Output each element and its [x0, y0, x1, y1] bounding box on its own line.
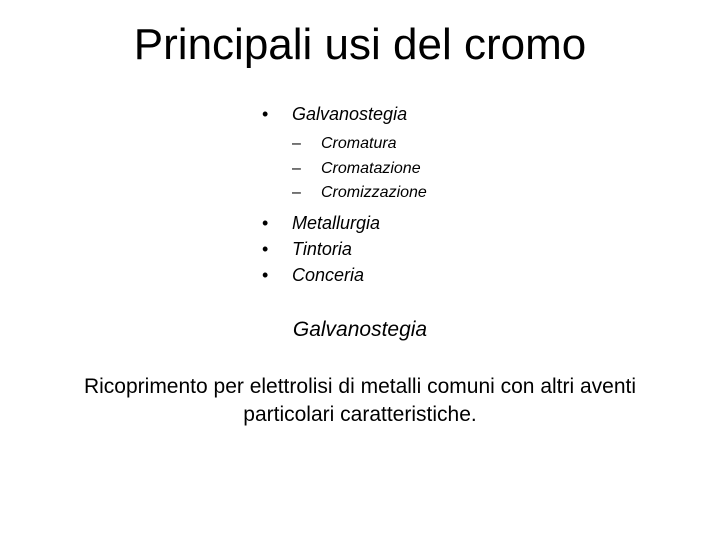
sub-bullet-marker: –: [292, 159, 301, 177]
bullet-item-tintoria: [262, 236, 427, 262]
bullet-list: [262, 101, 427, 288]
bullet-label: Tintoria: [292, 238, 352, 259]
bullet-label: Galvanostegia: [292, 104, 408, 124]
sub-bullet-marker: –: [292, 184, 301, 201]
definition-text: Ricoprimento per elettrolisi di metalli comuni con altri aventi particolari caratteristiche.: [83, 375, 637, 426]
slide-title: Principali usi del cromo: [133, 20, 587, 69]
bullet-marker: •: [262, 238, 269, 259]
sub-bullet-list: [292, 132, 427, 206]
bullet-marker: •: [262, 104, 269, 124]
bullet-item-conceria: [262, 262, 427, 288]
bullet-label: Conceria: [292, 264, 365, 285]
bullet-marker: •: [262, 264, 269, 285]
sub-bullet-item-cromizzazione: [292, 181, 427, 206]
bullet-marker: •: [262, 212, 269, 233]
sub-bullet-label: Cromatura: [321, 135, 397, 152]
sub-bullet-marker: –: [292, 135, 301, 152]
bullet-item-galvanostegia: [262, 101, 427, 206]
sub-bullet-item-cromatazione: [292, 157, 427, 182]
bullet-item-metallurgia: [262, 210, 427, 236]
section-heading: Galvanostegia: [292, 318, 428, 341]
sub-bullet-item-cromatura: [292, 132, 427, 157]
sub-bullet-label: Cromatazione: [321, 159, 421, 177]
sub-bullet-label: Cromizzazione: [321, 184, 427, 201]
bullet-label: Metallurgia: [292, 212, 381, 233]
